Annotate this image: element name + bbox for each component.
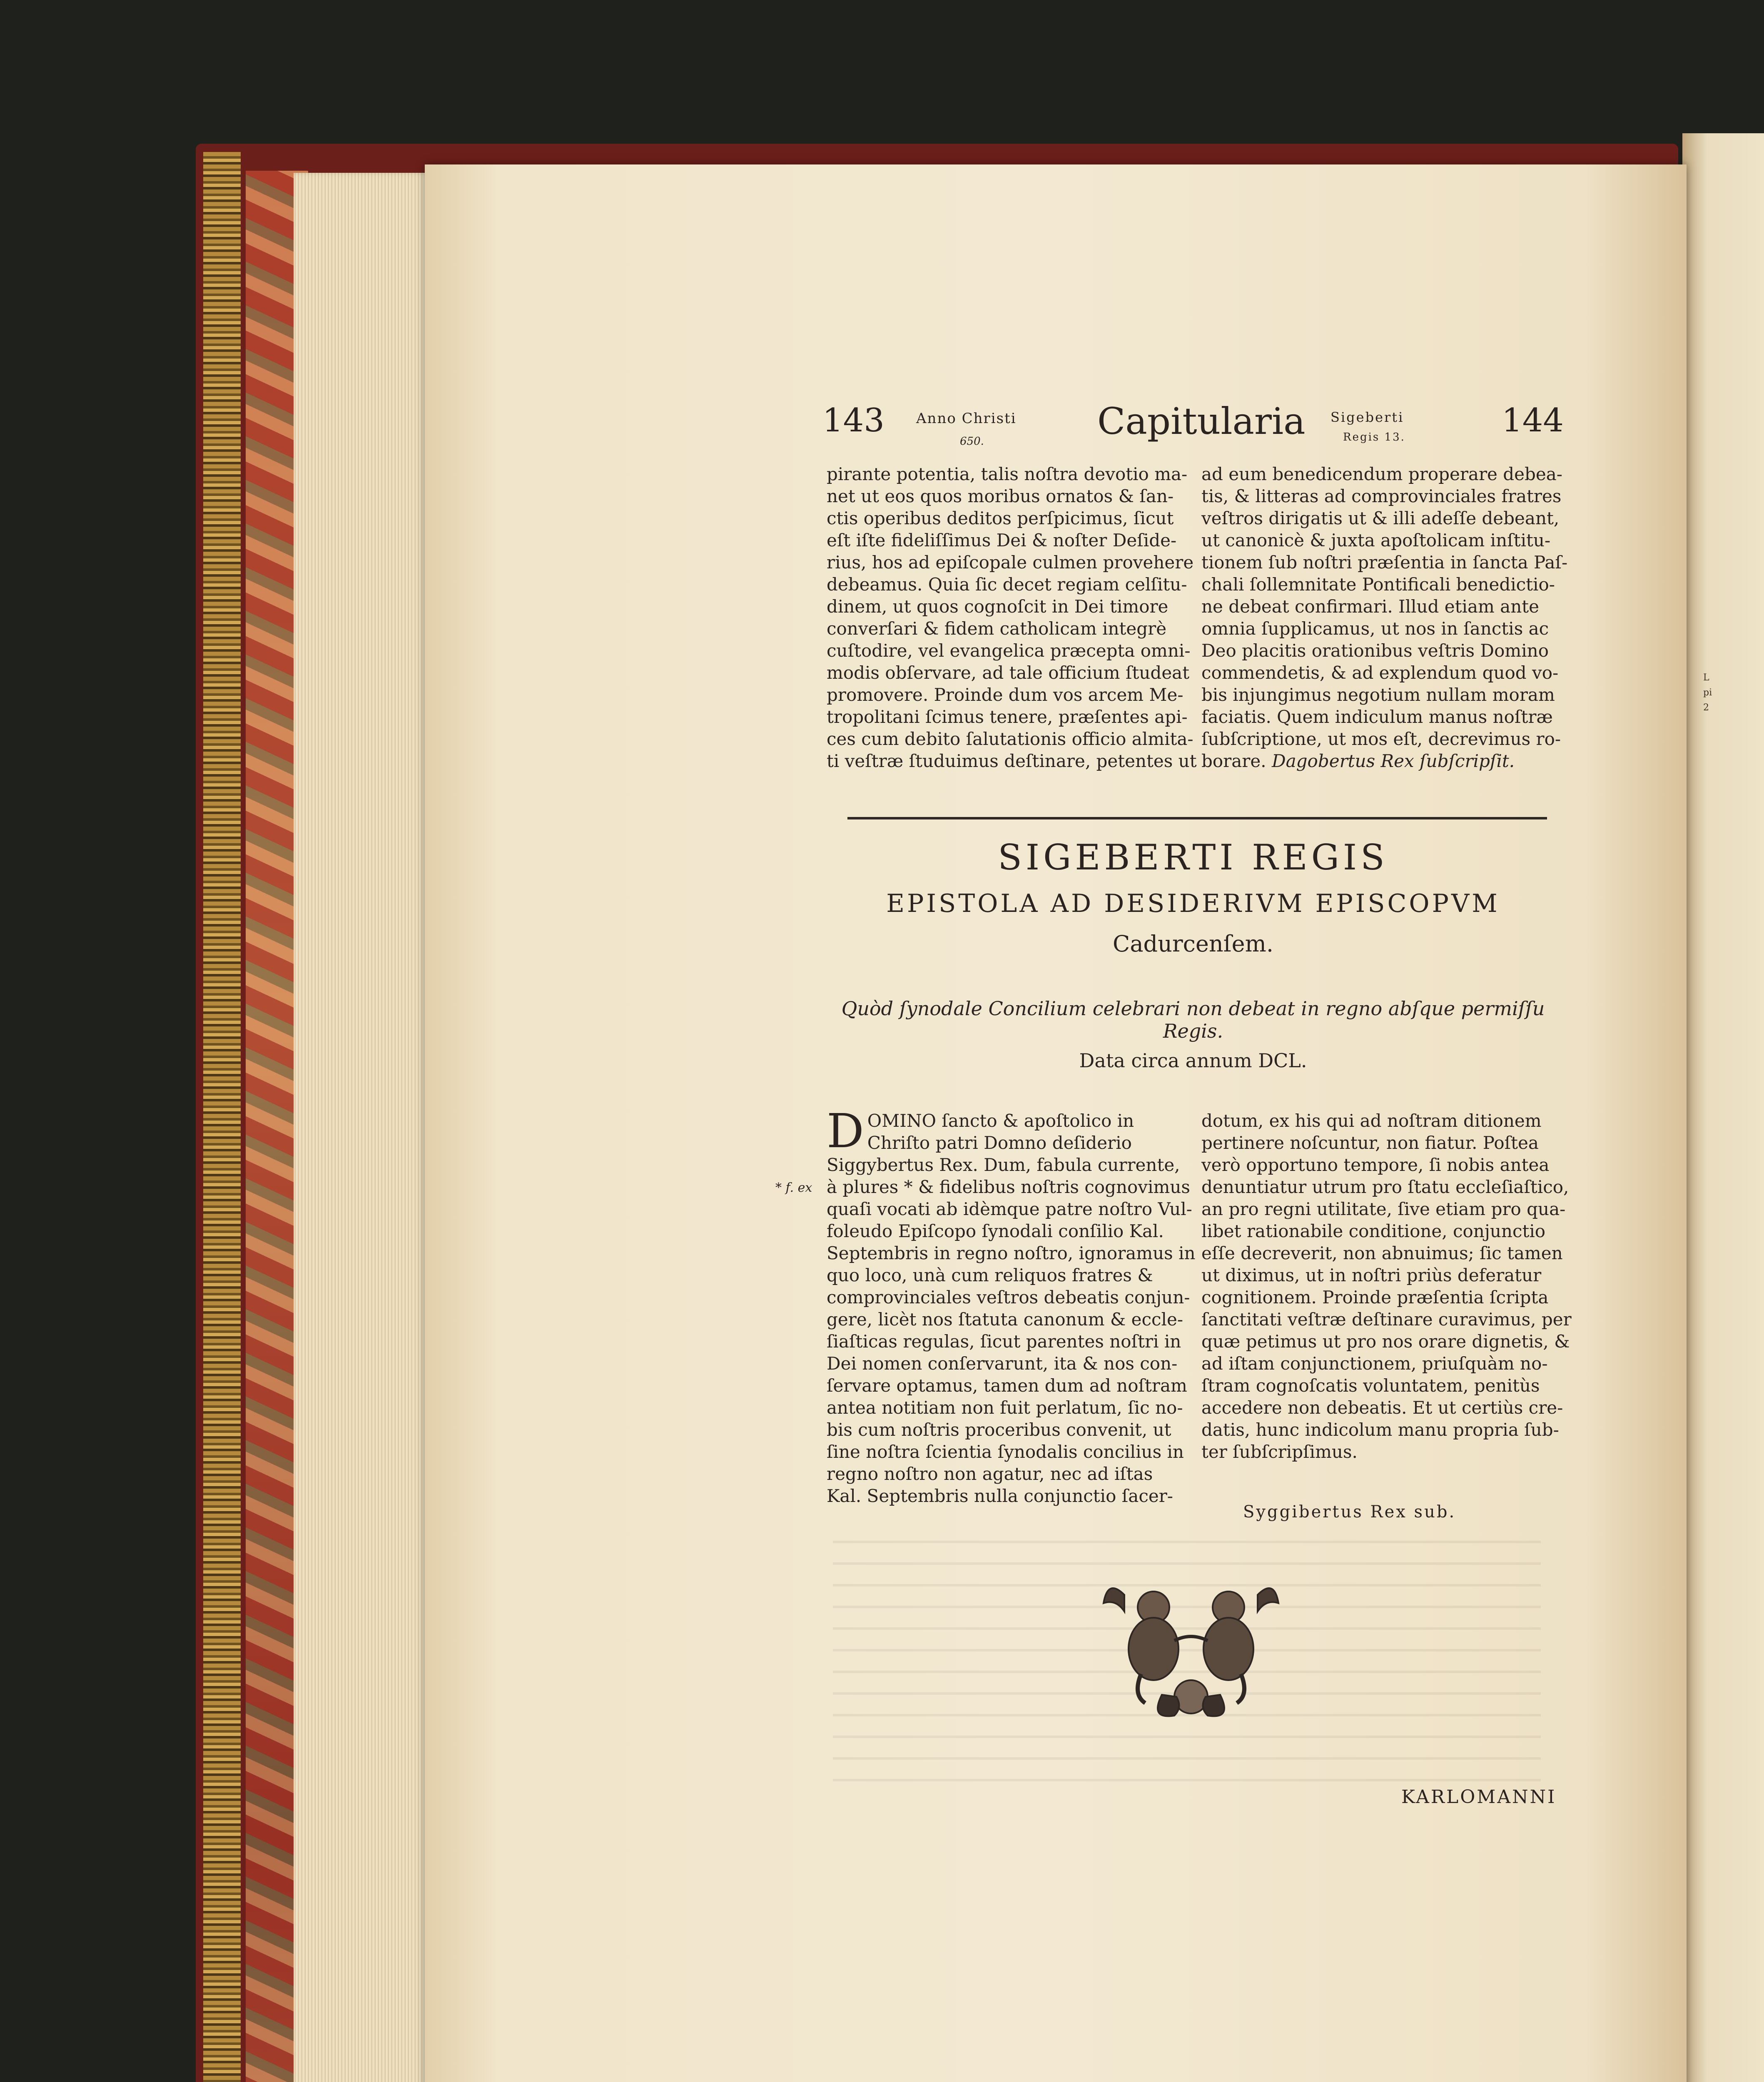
text-line: Deo placitis orationibus veſtris Domino [1201, 640, 1549, 661]
text-line: quæ petimus ut pro nos orare dignetis, & [1201, 1331, 1570, 1352]
text-line: cognitionem. Proinde præſentia ſcripta [1201, 1287, 1549, 1307]
facing-page-edge [1682, 133, 1764, 2082]
section-subtitle: Quòd ſynodale Concilium celebrari non debeat in regno abſque permiſſu Regis. [841, 997, 1545, 1042]
text-line: debeamus. Quia ſic decet regiam celſitu- [827, 574, 1187, 595]
text-line [1201, 750, 1568, 772]
text-line: promovere. Proinde dum vos arcem Me- [827, 685, 1183, 705]
text-line: Siggybertus Rex. Dum, fabula currente, [827, 1155, 1180, 1175]
gilt-border [203, 152, 241, 2082]
section-rule [847, 817, 1547, 819]
running-head-right: Sigeberti [1330, 409, 1404, 425]
text-column-top-left [827, 463, 1197, 772]
running-head-left-year: 650. [960, 435, 984, 448]
text-line: rius, hos ad epiſcopale culmen provehere [827, 552, 1194, 573]
page-number-right: 144 [1502, 402, 1564, 439]
text-line: ctis operibus deditos perſpicimus, ſicut [827, 508, 1174, 528]
text-line: commendetis, & ad explendum quod vo- [1201, 662, 1559, 683]
text-line: tis, & litteras ad comprovinciales fratres [1201, 486, 1562, 506]
text-line: regno noſtro non agatur, nec ad iſtas [827, 1464, 1153, 1484]
text-line: ut diximus, ut in noſtri priùs deferatur [1201, 1265, 1542, 1285]
text-column-bottom-right [1201, 1110, 1572, 1463]
text-line: modis obſervare, ad tale officium ſtudeat [827, 662, 1190, 683]
margin-note: * f. ex [775, 1180, 812, 1195]
section-title-line2: EPISTOLA AD DESIDERIVM EPISCOPVM [886, 889, 1500, 918]
running-title: Capitularia [1097, 400, 1306, 443]
text-line: denuntiatur utrum pro ſtatu eccleſiaſtico, [1201, 1177, 1569, 1197]
drop-cap: D [827, 1104, 864, 1158]
text-line: cuſtodire, vel evangelica præcepta omni- [827, 640, 1191, 661]
text-line: net ut eos quos moribus ornatos & ſan- [827, 486, 1174, 506]
text-line: OMINO ſancto & apoſtolico in [867, 1111, 1134, 1131]
text-column-bottom-left [827, 1104, 1196, 1507]
text-line: accedere non debeatis. Et ut certiùs cre- [1201, 1397, 1563, 1418]
text-line: ti veſtræ ſtuduimus deſtinare, petentes ut [827, 751, 1197, 771]
text-line: foleudo Epiſcopo ſynodali conſilio Kal. [827, 1221, 1164, 1241]
text-line: ſine noſtra ſcientia ſynodalis concilius in [827, 1442, 1184, 1462]
catchword: KARLOMANNI [1401, 1786, 1557, 1808]
text-line: quo loco, unà cum reliquos fratres & [827, 1265, 1153, 1285]
text-line: tropolitani ſcimus tenere, præſentes api- [827, 707, 1188, 727]
signature: Syggibertus Rex sub. [1243, 1502, 1456, 1522]
section-date: Data circa annum DCL. [1079, 1049, 1307, 1072]
text-line: à plures * & fidelibus noſtris cognovimus [827, 1177, 1190, 1197]
signoff: Dagobertus Rex ſubſcripſit. [1271, 751, 1515, 771]
text-line: bis injungimus negotium nullam moram [1201, 685, 1555, 705]
text-line: ſubſcriptione, ut mos eſt, decrevimus ro- [1201, 729, 1561, 749]
text-line: quaſi vocati ab idèmque patre noſtro Vul- [827, 1199, 1192, 1219]
text-line: veſtros dirigatis ut & illi adeſſe debeant, [1201, 508, 1560, 528]
text-span: borare. [1201, 751, 1266, 771]
text-line: Kal. Septembris nulla conjunctio ſacer- [827, 1486, 1173, 1506]
text-line: comprovinciales veſtros debeatis conjun- [827, 1287, 1190, 1307]
text-line: datis, hunc indicolum manu propria ſub- [1201, 1420, 1559, 1440]
text-line: libet rationabile conditione, conjunctio [1201, 1221, 1546, 1241]
page-number-left: 143 [822, 402, 884, 439]
text-line: ut canonicè & juxta apoſtolicam inſtitu- [1201, 530, 1551, 550]
facing-letter: pi [1703, 687, 1712, 698]
section-title-line3: Cadurcenſem. [1113, 931, 1273, 957]
text-line: ad eum benedicendum properare debea- [1201, 464, 1562, 484]
text-line: tionem ſub noſtri præſentia in ſancta Paſ- [1201, 552, 1568, 573]
text-line: eſſe decreverit, non abnuimus; ſic tamen [1201, 1243, 1563, 1263]
text-line: ſanctitati veſtræ deſtinare curavimus, per [1201, 1309, 1572, 1330]
text-line: antea notitiam non fuit perlatum, ſic no- [827, 1397, 1183, 1418]
facing-letter: L [1703, 672, 1709, 683]
text-line: pirante potentia, talis noſtra devotio ma- [827, 464, 1188, 484]
text-line: dotum, ex his qui ad noſtram ditionem [1201, 1111, 1542, 1131]
text-line: dinem, ut quos cognoſcit in Dei timore [827, 596, 1169, 617]
facing-page-letters [1703, 670, 1720, 729]
text-line: converſari & fidem catholicam integrè [827, 618, 1167, 639]
text-line: eſt iſte fideliſſimus Dei & noſter Deſide- [827, 530, 1177, 550]
text-line: omnia ſupplicamus, ut nos in ſanctis ac [1201, 618, 1549, 639]
cherub-ornament [1099, 1570, 1283, 1728]
text-line: faciatis. Quem indiculum manus noſtræ [1201, 707, 1553, 727]
facing-letter: 2 [1703, 702, 1709, 713]
text-line: pertinere noſcuntur, non fiatur. Poſtea [1201, 1133, 1539, 1153]
running-head-left: Anno Christi [916, 410, 1017, 427]
text-line: ſervare optamus, tamen dum ad noſtram [827, 1375, 1187, 1396]
section-title: SIGEBERTI REGIS [998, 837, 1388, 878]
text-line: ſiaſticas regulas, ſicut parentes noſtri in [827, 1331, 1181, 1352]
text-line: Dei nomen conſervarunt, ita & nos con- [827, 1353, 1178, 1374]
text-line: ſtram cognoſcatis voluntatem, penitùs [1201, 1375, 1540, 1396]
text-line: Chriſto patri Domno deſiderio [867, 1133, 1132, 1153]
text-line: ter ſubſcripſimus. [1201, 1442, 1358, 1462]
text-line: Septembris in regno noſtro, ignoramus in [827, 1243, 1196, 1263]
text-line: chali ſollemnitate Pontificali benedictio- [1201, 574, 1555, 595]
text-line: an pro regni utilitate, ſive etiam pro qua- [1201, 1199, 1566, 1219]
text-line: gere, licèt nos ſtatuta canonum & eccle- [827, 1309, 1183, 1330]
text-line: verò opportuno tempore, ſi nobis antea [1201, 1155, 1550, 1175]
text-line: bis cum noſtris proceribus convenit, ut [827, 1420, 1171, 1440]
page-header [822, 402, 1564, 456]
text-line: ces cum debito ſalutationis officio almita- [827, 729, 1193, 749]
running-head-right-sub: Regis 13. [1343, 431, 1405, 443]
text-line: ne debeat confirmari. Illud etiam ante [1201, 596, 1539, 617]
text-line: ad iſtam conjunctionem, priuſquàm no- [1201, 1353, 1548, 1374]
text-column-top-right [1201, 463, 1568, 772]
